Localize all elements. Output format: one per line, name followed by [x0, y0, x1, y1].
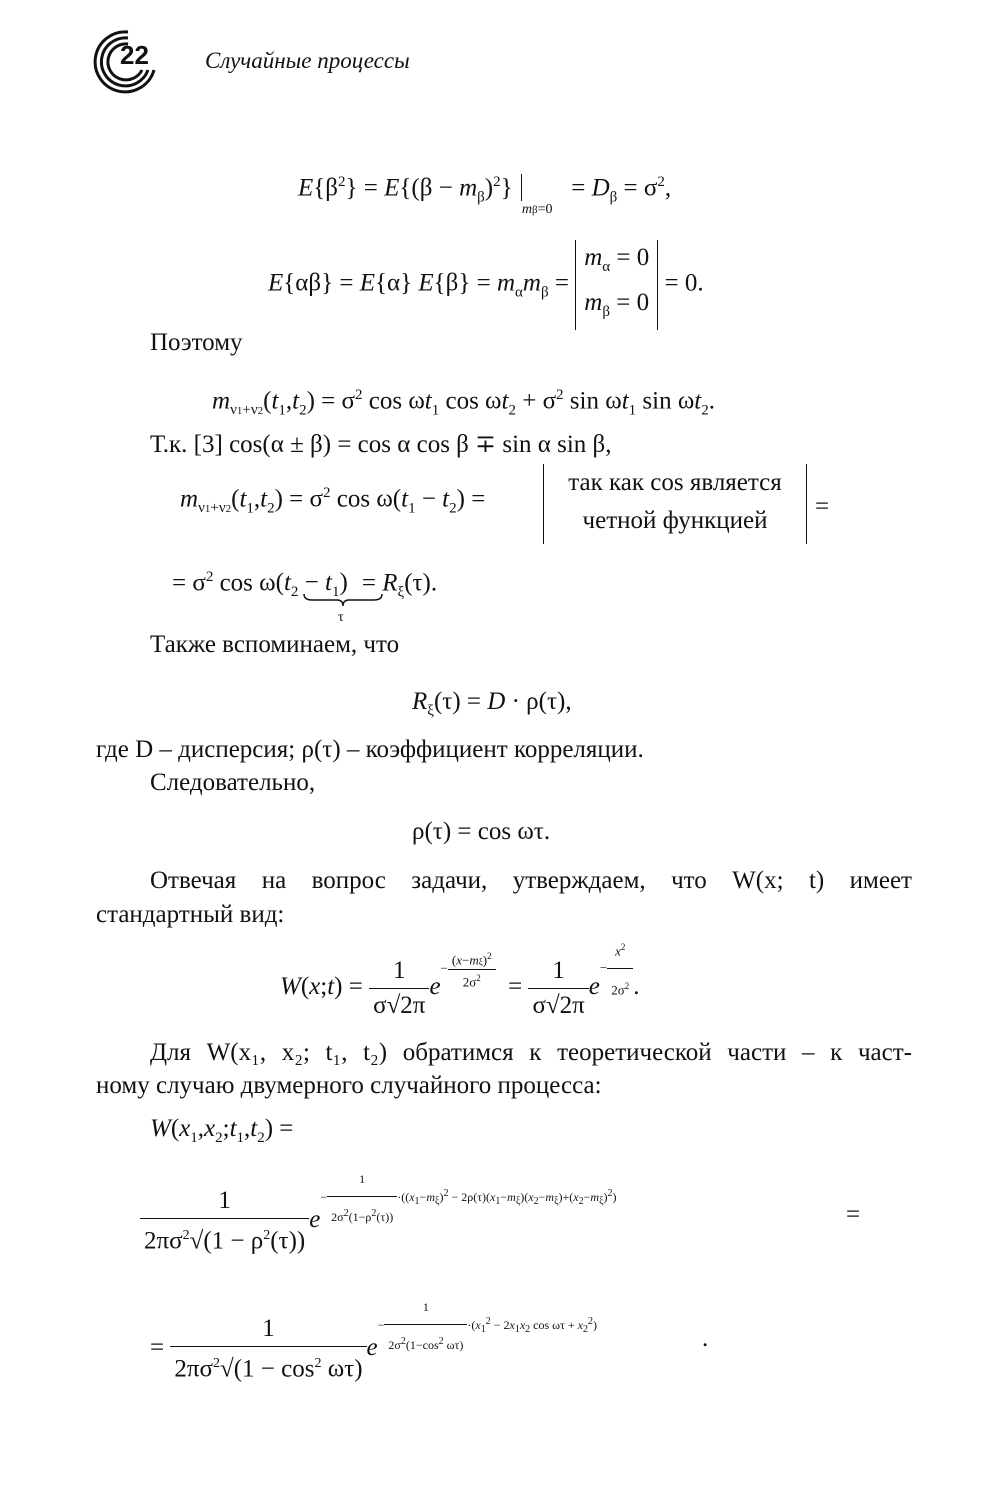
formula-rho: ρ(τ) = cos ωτ.: [412, 818, 551, 845]
running-title: Случайные процессы: [205, 48, 410, 73]
paragraph-tk: Т.к. [3] cos(α ± β) = cos α cos β ∓ sin α sin β,: [150, 431, 612, 458]
formula-r-d-rho: $R_\xi(\tau) = D \cdot \rho(\tau)$,: [412, 688, 572, 719]
paragraph-where-d: где D – дисперсия; ρ(τ) – коэффициент корреляции.: [96, 736, 644, 763]
equals-sign-2: =: [846, 1201, 861, 1228]
formula-w-one-dim: W(x;t) = $\frac{1}{\sigma√2\pi}$ e− $\frac{(x-m\xi)^2}{2\sigma^2}$ = $\frac{1}{\sigma√2\pi}$ e− $\frac{x^2}{2\sigma^2}$ .: [280, 930, 640, 1023]
formula-e-beta-squared: $E\{\beta^2\} = E\{(\beta - m_\beta)^2\} _{m\beta=0} = D_\beta = \sigma^2$,: [298, 174, 672, 218]
cos-parity-note-line1: так как cos является: [568, 469, 782, 496]
formula-m-cos-diff: $m_{\nu 1+\nu 2}(t_1,t_2) = \sigma^2$ $\cos \omega(t_1 - t_2)$ =: [180, 485, 486, 517]
formula-w-two-dim-final: = $\frac{1}{2\pi\sigma^2√(1 - \cos^2 \omega\tau)}$ e− $\frac{1}{2\sigma^2(1-\cos^2 \omega\tau)}$ $\cdot(x_1^2 - 2x_1x_2$ $\cos \omega\tau + x_2^2$): [150, 1290, 597, 1386]
formula-w-two-dim-general: $\frac{1}{2\pi\sigma^2√(1 - \rho^2(\tau))}$ e− $\frac{1}{2\sigma^2(1-\rho^2(\tau))}$ $\cdot((x_1-m_\xi)^2 - 2\rho(\tau)(x_1-m_\xi)(x_2-m_\xi)+(x_2-m_\xi)^2)$: [140, 1162, 617, 1258]
paragraph-therefore: Поэтому: [150, 329, 243, 356]
cos-parity-note-line2: четной функцией: [582, 507, 768, 534]
formula-m-sum: $m_{\nu 1+\nu 2}(t_1,t_2) = \sigma^2$ $\cos \omega t_1$ $\cos \omega t_2 + \sigma^2$ $\sin \omega t_1$ $\sin \omega t_2$.: [212, 387, 715, 419]
paragraph-for-w-line2: ному случаю двумерного случайного процесса:: [96, 1072, 602, 1099]
page-number: 22: [120, 40, 149, 70]
equals-sign: =: [815, 493, 830, 520]
formula-correlation-function: = $\sigma^2$ $\cos \omega(t_2 - t_1) = R_\xi(\tau)$.: [172, 569, 438, 601]
paragraph-for-w-line1: Для W(x₁, x₂; t₁, t₂) обратимся к теоретической части – к част-: [150, 1039, 912, 1066]
formula-e-alpha-beta: E{αβ} = E{α} $E\{\beta\} = m_\alpha m_\beta = m_\alpha = 0$ $m_\beta = 0 = 0$.: [268, 240, 704, 330]
cos-parity-note: [543, 464, 807, 544]
paragraph-recall: Также вспоминаем, что: [150, 631, 400, 658]
paragraph-answer-line1: Отвечая на вопрос задачи, утверждаем, что W(x; t) имеет: [150, 867, 912, 894]
underbrace: [302, 592, 384, 608]
paragraph-answer-line2: стандартный вид:: [96, 901, 285, 928]
underbrace-label: τ: [338, 610, 344, 625]
final-period: .: [702, 1325, 709, 1352]
paragraph-hence: Следовательно,: [150, 769, 316, 796]
formula-w-two-dim-lhs: $W(x_1,x_2;t_1,t_2)$ =: [150, 1115, 294, 1146]
